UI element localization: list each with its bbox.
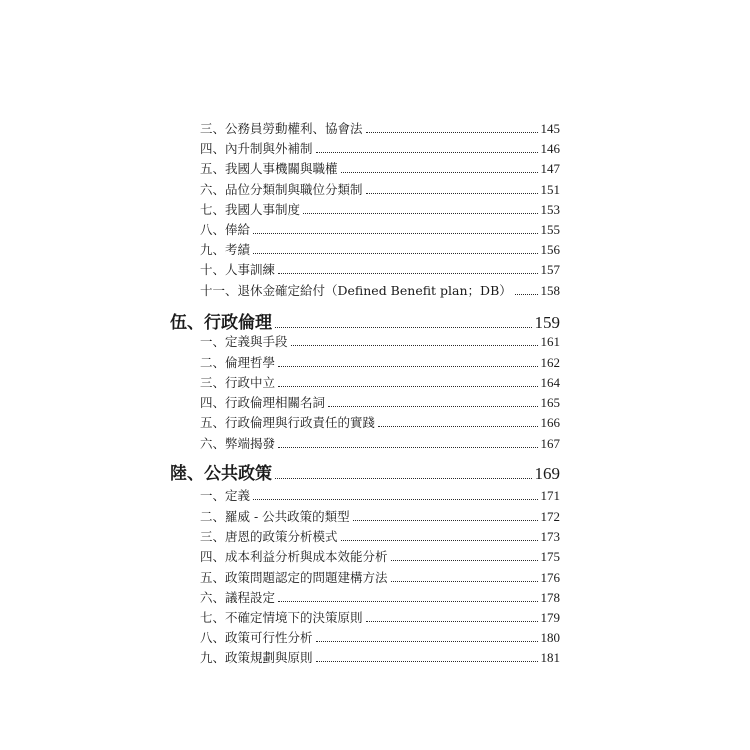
toc-entry: [200, 486, 560, 504]
toc-entry: [200, 139, 560, 157]
toc-entry-title: 二、倫理哲學: [200, 355, 276, 370]
dot-leader: [278, 366, 537, 367]
toc-entry-title: 三、行政中立: [200, 375, 276, 390]
toc-entry-page: 158: [540, 283, 560, 298]
toc-entry-title: 六、品位分類制與職位分類制: [200, 182, 363, 197]
toc-entry-page: 162: [540, 355, 560, 370]
toc-entry-page: 175: [540, 549, 560, 564]
dot-leader: [515, 294, 538, 295]
toc-entry-page: 179: [540, 610, 560, 625]
toc-chapter-page: 169: [534, 464, 560, 483]
dot-leader: [366, 621, 538, 622]
toc-entry-title: 二、羅威 - 公共政策的類型: [200, 509, 350, 524]
toc-chapter-title: 陸、公共政策: [170, 464, 272, 484]
toc-entry: [200, 220, 560, 238]
dot-leader: [278, 273, 537, 274]
toc-entry-title: 九、考績: [200, 242, 251, 257]
toc-entry-title: 八、俸給: [200, 222, 251, 237]
toc-entry-page: 173: [540, 529, 560, 544]
toc-entry: [200, 628, 560, 646]
toc-entry-page: 180: [540, 630, 560, 645]
toc-entry: [200, 648, 560, 666]
toc-entry: [200, 353, 560, 371]
dot-leader: [341, 172, 538, 173]
toc-entry: [200, 373, 560, 391]
dot-leader: [341, 540, 538, 541]
toc-entry-page: 145: [540, 121, 560, 136]
toc-entry-page: 155: [540, 222, 560, 237]
toc-entry-title: 三、唐恩的政策分析模式: [200, 529, 338, 544]
toc-entry-title: 四、成本利益分析與成本效能分析: [200, 549, 388, 564]
toc-entry-page: 153: [540, 202, 560, 217]
toc-entry: [200, 608, 560, 626]
toc-entry-page: 161: [540, 334, 560, 349]
toc-entry: [200, 332, 560, 350]
dot-leader: [278, 447, 537, 448]
dot-leader: [316, 152, 538, 153]
toc-entry-title: 七、我國人事制度: [200, 202, 301, 217]
toc-entry-page: 147: [540, 161, 560, 176]
dot-leader: [391, 581, 538, 582]
dot-leader: [316, 641, 538, 642]
toc-entry-page: 165: [540, 395, 560, 410]
toc-chapter-title: 伍、行政倫理: [170, 313, 272, 333]
toc-entry-page: 171: [540, 488, 560, 503]
dot-leader: [275, 327, 532, 328]
dot-leader: [391, 560, 538, 561]
toc-entry-page: 157: [540, 262, 560, 277]
toc-chapter-heading: [170, 309, 560, 333]
toc-entry-title: 六、弊端揭發: [200, 436, 276, 451]
toc-entry-title: 四、內升制與外補制: [200, 141, 313, 156]
dot-leader: [253, 499, 537, 500]
toc-entry: [200, 568, 560, 586]
toc-entry-title: 八、政策可行性分析: [200, 630, 313, 645]
dot-leader: [278, 386, 537, 387]
dot-leader: [316, 661, 538, 662]
toc-chapter-page: 159: [534, 313, 560, 332]
toc-entry: [200, 547, 560, 565]
toc-entry: [200, 281, 560, 299]
toc-entry-page: 181: [540, 650, 560, 665]
toc-entry: [200, 240, 560, 258]
toc-entry-title: 五、政策問題認定的問題建構方法: [200, 570, 388, 585]
toc-entry-title: 十、人事訓練: [200, 262, 276, 277]
dot-leader: [275, 478, 532, 479]
dot-leader: [353, 520, 538, 521]
toc-entry: [200, 507, 560, 525]
dot-leader: [303, 213, 537, 214]
toc-entry: [200, 413, 560, 431]
toc-entry: [200, 119, 560, 137]
toc-entry: [200, 588, 560, 606]
toc-entry-page: 176: [540, 570, 560, 585]
toc-entry-title: 九、政策規劃與原則: [200, 650, 313, 665]
dot-leader: [291, 345, 538, 346]
dot-leader: [328, 406, 537, 407]
toc-entry-page: 167: [540, 436, 560, 451]
toc-entry-page: 166: [540, 415, 560, 430]
toc-entry-title: 三、公務員勞動權利、協會法: [200, 121, 363, 136]
toc-entry-page: 172: [540, 509, 560, 524]
toc-entry-title: 十一、退休金確定給付（Defined Benefit plan；DB）: [200, 283, 512, 298]
toc-entry-page: 151: [540, 182, 560, 197]
toc-entry-title: 四、行政倫理相關名詞: [200, 395, 326, 410]
toc-entry-title: 六、議程設定: [200, 590, 276, 605]
dot-leader: [278, 601, 537, 602]
toc-entry-title: 七、不確定情境下的決策原則: [200, 610, 363, 625]
dot-leader: [366, 132, 538, 133]
toc-entry: [200, 180, 560, 198]
toc-entry-page: 156: [540, 242, 560, 257]
dot-leader: [378, 426, 537, 427]
toc-entry-title: 一、定義與手段: [200, 334, 288, 349]
toc-entry: [200, 260, 560, 278]
toc-entry-page: 178: [540, 590, 560, 605]
toc-entry-page: 164: [540, 375, 560, 390]
toc-entry: [200, 434, 560, 452]
toc-entry-title: 一、定義: [200, 488, 251, 503]
dot-leader: [366, 193, 538, 194]
toc-entry: [200, 200, 560, 218]
toc-entry: [200, 159, 560, 177]
toc-entry-title: 五、行政倫理與行政責任的實踐: [200, 415, 376, 430]
toc-entry-title: 五、我國人事機關與職權: [200, 161, 338, 176]
toc-chapter-heading: [170, 460, 560, 484]
toc-entry-page: 146: [540, 141, 560, 156]
dot-leader: [253, 253, 537, 254]
toc-entry: [200, 527, 560, 545]
dot-leader: [253, 233, 537, 234]
toc-entry: [200, 393, 560, 411]
